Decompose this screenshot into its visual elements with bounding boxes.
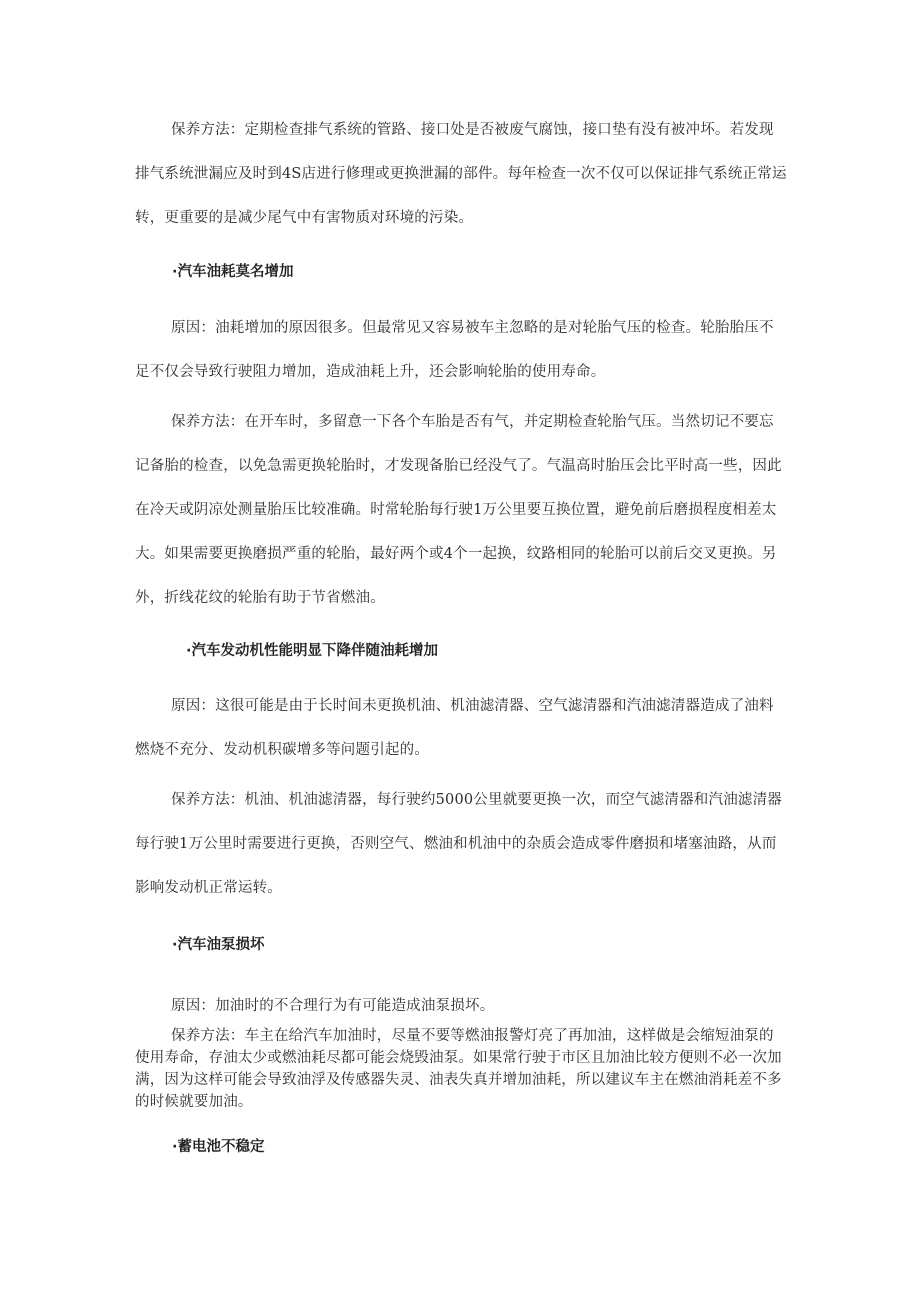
paragraph-exhaust-maintenance: 保养方法：定期检查排气系统的管路、接口处是否被废气腐蚀，接口垫有没有被冲坏。若发现排气系统泄漏应及时到4S店进行修理或更换泄漏的部件。每年检查一次不仅可以保证排气系统正常运转，更重要的是减少尾气中有害物质对环境的污染。 bbox=[135, 122, 787, 226]
heading-engine-performance: ·汽车发动机性能明显下降伴随油耗增加 bbox=[186, 643, 439, 659]
paragraph-tire-maintenance: 保养方法：在开车时，多留意一下各个车胎是否有气，并定期检查轮胎气压。当然切记不要忘记备胎的检查，以免急需更换轮胎时，才发现备胎已经没气了。气温高时胎压会比平时高一些，因此在冷天或阴凉处测量胎压比较准确。时常轮胎每行驶1万公里要互换位置，避免前后磨损程度相差太大。如果需要更换磨损严重的轮胎，最好两个或4个一起换，纹路相同的轮胎可以前后交叉更换。另外，折线花纹的轮胎有助于节省燃油。 bbox=[135, 414, 782, 606]
paragraph-pump-cause: 原因：加油时的不合理行为有可能造成油泵损坏。 bbox=[171, 998, 495, 1014]
heading-fuel-pump: ·汽车油泵损坏 bbox=[172, 937, 265, 953]
heading-fuel-consumption: ·汽车油耗莫名增加 bbox=[172, 264, 294, 280]
paragraph-pump-maintenance: 保养方法：车主在给汽车加油时，尽量不要等燃油报警灯亮了再加油，这样做是会缩短油泵的使用寿命，存油太少或燃油耗尽都可能会烧毁油泵。如果常行驶于市区且加油比较方便则不必一次加满，因为这样可能会导致油浮及传感器失灵、油表失真并增加油耗，所以建议车主在燃油消耗差不多的时候就要加油。 bbox=[135, 1028, 782, 1110]
heading-battery: ·蓄电池不稳定 bbox=[172, 1139, 265, 1155]
paragraph-engine-maintenance: 保养方法：机油、机油滤清器，每行驶约5000公里就要更换一次，而空气滤清器和汽油滤清器每行驶1万公里时需要进行更换，否则空气、燃油和机油中的杂质会造成零件磨损和堵塞油路，从而影响发动机正常运转。 bbox=[135, 792, 782, 896]
paragraph-fuel-cause: 原因：油耗增加的原因很多。但最常见又容易被车主忽略的是对轮胎气压的检查。轮胎胎压不足不仅会导致行驶阻力增加，造成油耗上升，还会影响轮胎的使用寿命。 bbox=[135, 320, 774, 380]
paragraph-engine-cause: 原因：这很可能是由于长时间未更换机油、机油滤清器、空气滤清器和汽油滤清器造成了油料燃烧不充分、发动机积碳增多等问题引起的。 bbox=[135, 698, 774, 758]
